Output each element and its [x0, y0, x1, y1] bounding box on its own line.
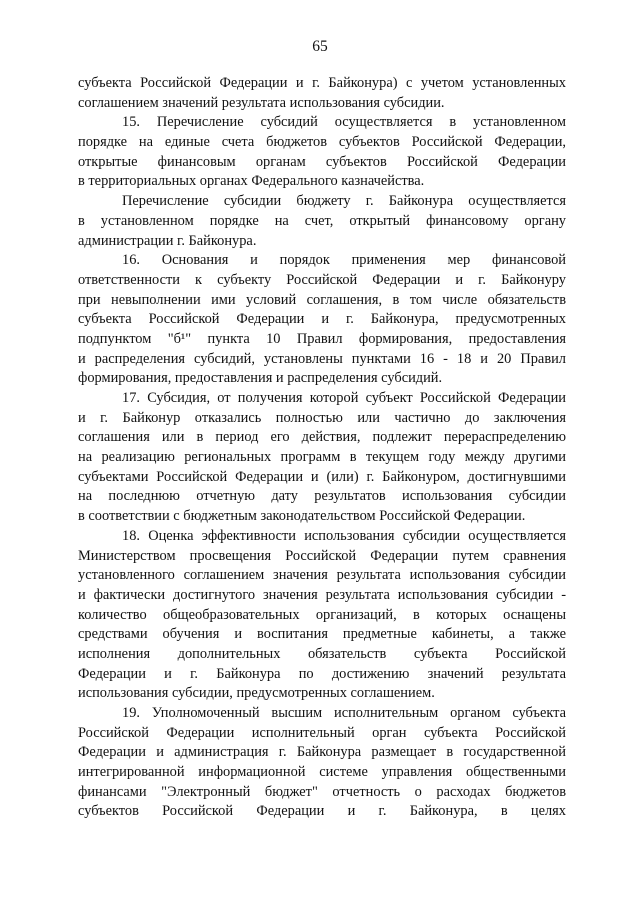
body-text — [78, 74, 566, 822]
text-line: 19. Уполномоченный высшим исполнительным органом субъекта — [122, 705, 566, 721]
text-line: средствами обучения и воспитания предметные кабинеты, а также — [78, 626, 566, 643]
text-line: на реализацию региональных программ в текущем году между другими — [78, 449, 566, 466]
text-line: количество общеобразовательных организаций, в которых оснащены — [78, 606, 566, 623]
text-line: субъектов Российской Федерации и г. Байконура, в целях — [78, 803, 566, 820]
text-line: Федерации и администрация г. Байконура размещает в государственной — [78, 744, 566, 761]
page-number: 65 — [312, 38, 328, 55]
text-line: 15. Перечисление субсидий осуществляется в установленном — [122, 114, 566, 131]
text-line: 16. Основания и порядок применения мер финансовой — [122, 252, 566, 269]
text-line: администрации г. Байконура. — [78, 232, 257, 249]
text-line: использования субсидии, предусмотренных соглашением. — [78, 685, 435, 702]
text-line: Министерством просвещения Российской Федерации путем сравнения — [78, 547, 566, 564]
text-line: ответственности к субъекту Российской Федерации и г. Байконуру — [78, 271, 566, 288]
text-line: субъекта Российской Федерации и г. Байконура, предусмотренных — [78, 311, 566, 328]
text-line: Российской Федерации исполнительный орган субъекта Российской — [78, 724, 566, 741]
text-line: финансами "Электронный бюджет" отчетность о расходах бюджетов — [78, 783, 566, 800]
text-line: соглашением значений результата использования субсидии. — [78, 94, 445, 111]
text-line: Федерации и г. Байконура по достижению значений результата — [78, 665, 566, 682]
text-line: Перечисление субсидии бюджету г. Байконура осуществляется — [122, 193, 566, 210]
text-line: 18. Оценка эффективности использования субсидии осуществляется — [122, 527, 566, 544]
text-line: субъектами Российской Федерации и (или) г. Байконуром, достигнувшими — [78, 468, 566, 485]
text-line: формирования, предоставления и распределения субсидий. — [78, 370, 443, 387]
text-line: подпунктом "б¹" пункта 10 Правил формирования, предоставления — [78, 330, 566, 347]
text-line: в территориальных органах Федерального казначейства. — [78, 173, 425, 190]
text-line: и г. Байконур отказались полностью или частично до заключения — [78, 409, 566, 426]
text-line: при невыполнении ими условий соглашения, в том числе обязательств — [78, 291, 566, 308]
text-line: интегрированной информационной системе управления общественными — [78, 764, 566, 781]
text-line: соглашения или в период его действия, подлежит перераспределению — [78, 429, 566, 446]
text-line: на последнюю отчетную дату результатов использования субсидии — [78, 488, 566, 505]
text-line: и фактически достигнутого значения результата использования субсидии - — [78, 586, 566, 603]
text-line: 17. Субсидия, от получения которой субъект Российской Федерации — [122, 390, 566, 406]
text-line: и распределения субсидий, установлены пунктами 16 - 18 и 20 Правил — [78, 350, 566, 367]
text-line: в соответствии с бюджетным законодательством Российской Федерации. — [78, 508, 526, 525]
text-line: исполнения дополнительных обязательств субъекта Российской — [78, 645, 566, 662]
text-line: в установленном порядке на счет, открытый финансовому органу — [78, 212, 566, 229]
text-line: установленного соглашением значения результата использования субсидии — [78, 567, 566, 584]
text-line: порядке на единые счета бюджетов субъектов Российской Федерации, — [78, 134, 566, 151]
text-line: открытые финансовым органам субъектов Российской Федерации — [78, 153, 566, 170]
text-line: субъекта Российской Федерации и г. Байконура) с учетом установленных — [78, 75, 566, 91]
